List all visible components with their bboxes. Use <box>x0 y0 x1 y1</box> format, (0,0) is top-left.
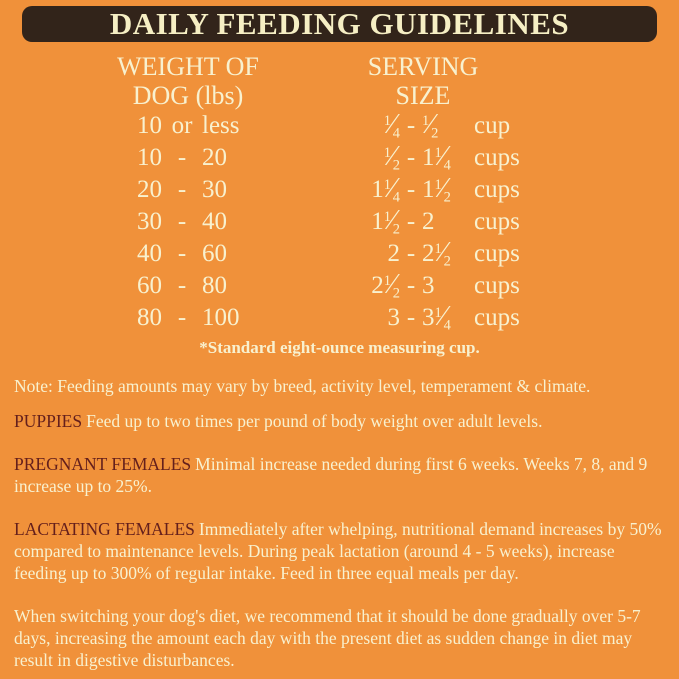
serving-to: $1^1⁄_4$ <box>422 140 451 174</box>
puppies-section <box>14 410 665 432</box>
weight-cell <box>38 110 338 142</box>
serving-to: $1^1⁄_2$ <box>422 172 451 206</box>
serving-header-line2: SIZE <box>395 81 451 110</box>
weight-cell <box>38 238 338 270</box>
weight-to: 80 <box>202 272 227 299</box>
weight-separator: - <box>177 272 187 299</box>
serving-unit: cups <box>474 304 520 331</box>
serving-from: $1^1⁄_2$ <box>371 204 400 238</box>
serving-from: 2 <box>387 240 400 267</box>
serving-separator: - <box>406 144 416 171</box>
serving-cell <box>338 302 520 334</box>
table-row <box>0 174 679 206</box>
table-row <box>0 270 679 302</box>
weight-column-header <box>38 52 338 110</box>
lactating-females-section <box>14 518 665 584</box>
table-row <box>0 206 679 238</box>
weight-header-line1: WEIGHT OF <box>117 52 259 81</box>
weight-cell <box>38 142 338 174</box>
serving-unit: cups <box>474 272 520 299</box>
weight-to: 30 <box>202 176 227 203</box>
serving-separator: - <box>406 208 416 235</box>
weight-to: 60 <box>202 240 227 267</box>
weight-cell <box>38 174 338 206</box>
weight-separator: - <box>177 176 187 203</box>
weight-separator: - <box>177 304 187 331</box>
serving-cell <box>338 206 520 238</box>
diet-switch-paragraph: When switching your dog's diet, we recommend that it should be done gradually over 5-7 days, increasing the amount each day with the present diet as sudden change in diet may result in digestive disturbances. <box>14 606 641 670</box>
pregnant-females-heading: PREGNANT FEMALES <box>14 454 192 474</box>
weight-to: 20 <box>202 144 227 171</box>
serving-from: $2^1⁄_2$ <box>371 268 400 302</box>
serving-from: $^1⁄_2$ <box>383 140 400 174</box>
weight-to: 40 <box>202 208 227 235</box>
weight-from: 10 <box>137 112 162 139</box>
lactating-females-heading: LACTATING FEMALES <box>14 519 195 539</box>
serving-cell <box>338 142 520 174</box>
serving-cell <box>338 238 520 270</box>
weight-from: 80 <box>137 304 162 331</box>
serving-cell <box>338 110 510 142</box>
serving-cell <box>338 270 520 302</box>
table-row <box>0 142 679 174</box>
serving-separator: - <box>406 112 416 139</box>
table-row <box>0 302 679 334</box>
weight-separator: - <box>177 240 187 267</box>
weight-from: 40 <box>137 240 162 267</box>
title-bar <box>22 6 657 42</box>
serving-unit: cup <box>474 112 511 139</box>
weight-separator: - <box>177 208 187 235</box>
puppies-text: Feed up to two times per pound of body weight over adult levels. <box>86 411 543 431</box>
note-paragraph: Note: Feeding amounts may vary by breed, activity level, temperament & climate. <box>14 376 591 396</box>
measuring-cup-footnote: *Standard eight-ounce measuring cup. <box>199 338 480 357</box>
table-row <box>0 238 679 270</box>
lactating-females-text: Immediately after whelping, nutritional demand increases by 50% compared to maintenance levels. During peak lactation (around 4 - 5 weeks), increase feeding up to 300% of regular intake. Feed in three equal meals per day. <box>14 519 662 583</box>
weight-from: 60 <box>137 272 162 299</box>
serving-header-line1: SERVING <box>367 52 479 81</box>
serving-from: $^1⁄_4$ <box>383 108 400 142</box>
serving-to: 2 <box>422 208 435 235</box>
weight-cell <box>38 302 338 334</box>
weight-from: 30 <box>137 208 162 235</box>
serving-from: 3 <box>387 304 400 331</box>
serving-unit: cups <box>474 208 520 235</box>
serving-column-header <box>338 52 508 110</box>
weight-from: 20 <box>137 176 162 203</box>
serving-to: $3^1⁄_4$ <box>422 300 451 334</box>
serving-separator: - <box>406 272 416 299</box>
page-title: DAILY FEEDING GUIDELINES <box>109 6 570 41</box>
pregnant-females-section <box>14 453 665 497</box>
puppies-heading: PUPPIES <box>14 411 83 431</box>
table-row <box>0 110 679 142</box>
serving-separator: - <box>406 304 416 331</box>
serving-to: $^1⁄_2$ <box>422 108 439 142</box>
weight-separator: or <box>171 112 193 139</box>
weight-cell <box>38 206 338 238</box>
serving-from: $1^1⁄_4$ <box>371 172 400 206</box>
serving-to: $2^1⁄_2$ <box>422 236 451 270</box>
serving-separator: - <box>406 176 416 203</box>
weight-cell <box>38 270 338 302</box>
serving-separator: - <box>406 240 416 267</box>
weight-header-line2: DOG (lbs) <box>132 81 244 110</box>
weight-from: 10 <box>137 144 162 171</box>
pregnant-females-text: Minimal increase needed during first 6 weeks. Weeks 7, 8, and 9 increase up to 25%. <box>14 454 648 496</box>
label-content <box>0 42 679 671</box>
serving-unit: cups <box>474 176 520 203</box>
weight-to: 100 <box>202 304 240 331</box>
feeding-table-rows <box>0 110 679 334</box>
weight-to: less <box>202 112 240 139</box>
serving-to: 3 <box>422 272 435 299</box>
table-header <box>0 52 679 110</box>
serving-cell <box>338 174 520 206</box>
serving-unit: cups <box>474 240 520 267</box>
serving-unit: cups <box>474 144 520 171</box>
weight-separator: - <box>177 144 187 171</box>
